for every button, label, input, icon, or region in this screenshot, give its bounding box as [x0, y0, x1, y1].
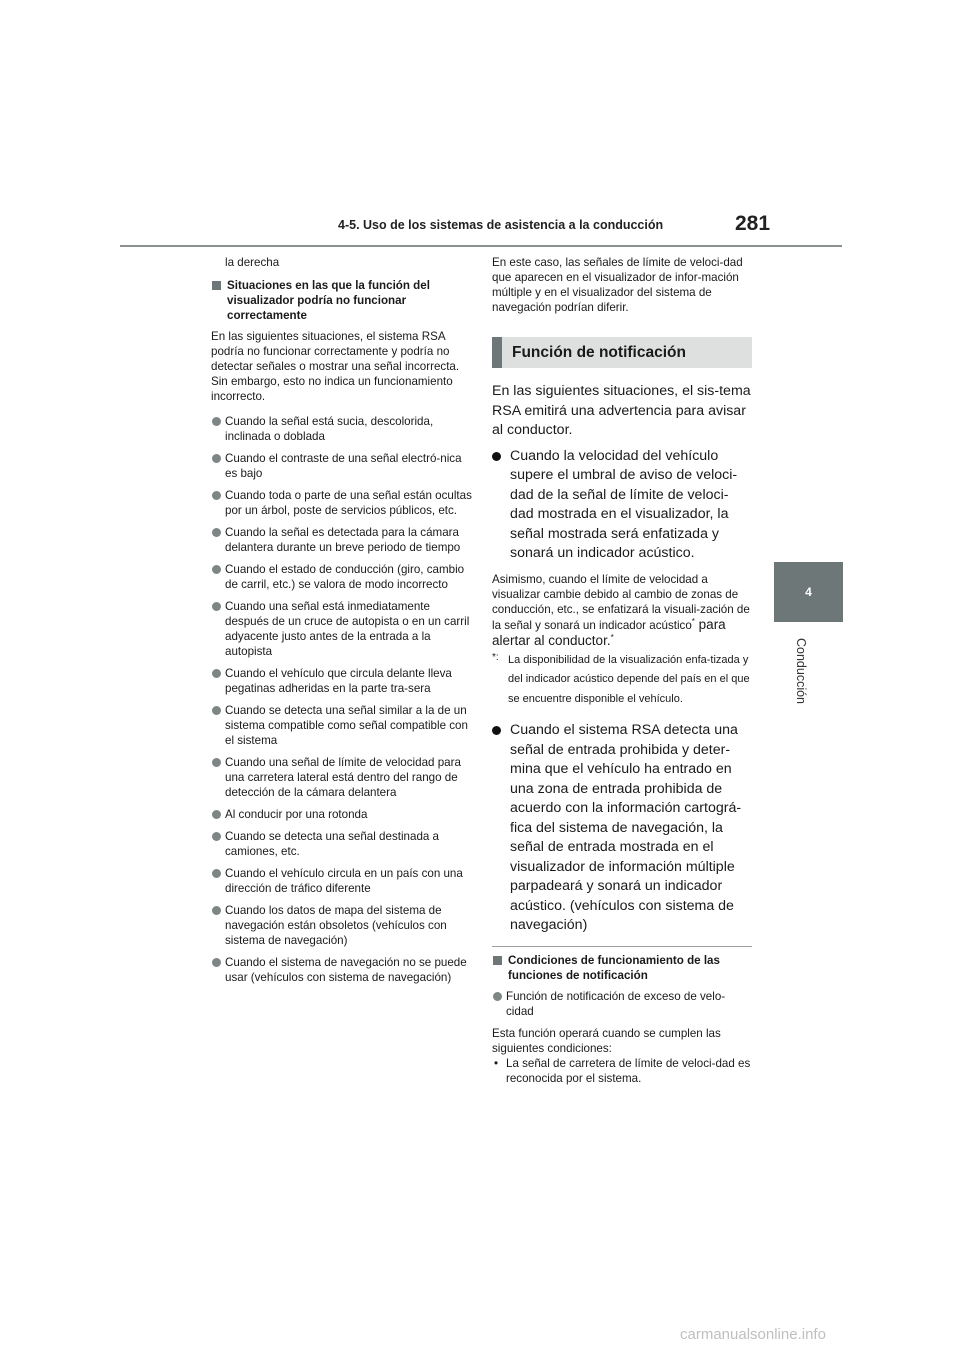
circle-bullet-icon: [212, 958, 221, 967]
conditions-paragraph: Esta función operará cuando se cumplen las siguientes condiciones:: [492, 1026, 721, 1055]
list-item: Cuando la señal está sucia, descolorida, inclinada o doblada: [211, 414, 473, 444]
square-bullet-icon: [493, 956, 502, 965]
circle-bullet-icon: [212, 832, 221, 841]
circle-bullet-icon: [212, 810, 221, 819]
list-item: Cuando la señal es detectada para la cámara delantera durante un breve periodo de tiempo: [211, 525, 473, 555]
watermark: carmanualsonline.info: [680, 1326, 826, 1343]
condition-item: • La señal de carretera de límite de veloci-dad es reconocida por el sistema.: [494, 1056, 751, 1085]
right-column: [492, 255, 752, 1086]
circle-bullet-icon: [212, 417, 221, 426]
list-item: Función de notificación de exceso de velo-cidad: [492, 989, 752, 1019]
list-item: Cuando el sistema RSA detecta una señal de entrada prohibida y deter-mina que el vehículo ha entrado en una zona de entrada prohibida de acuerdo con la información cartográ-fica del sistema de navegación, la señal de entrada mostrada en el visualizador de información múltiple parpadeará y sonará un indicador acústico. (vehículos con sistema de navegación): [492, 721, 752, 936]
footnote-marker: *: [610, 632, 614, 642]
dot-bullet-icon: •: [494, 1056, 499, 1070]
divider: [492, 946, 752, 947]
circle-bullet-icon: [212, 565, 221, 574]
square-bullet-icon: [212, 281, 221, 290]
circle-bullet-icon: [212, 669, 221, 678]
filled-circle-bullet-icon: [492, 452, 501, 461]
running-header-title: 4-5. Uso de los sistemas de asistencia a la conducción: [338, 218, 664, 232]
continued-text: la derecha: [225, 256, 280, 269]
list-item: Cuando la velocidad del vehículo supere el umbral de aviso de veloci-dad de la señal de límite de veloci-dad mostrada en el visualizador, la señal mostrada será enfatizada y sonará un indicador acústico.: [492, 447, 752, 564]
section-banner: Función de notificación: [492, 337, 752, 368]
circle-bullet-icon: [212, 491, 221, 500]
list-item: Cuando el vehículo circula en un país con una dirección de tráfico diferente: [211, 866, 473, 896]
list-item: Cuando una señal de límite de velocidad para una carretera lateral está dentro del rango de detección de la cámara delantera: [211, 755, 473, 800]
circle-bullet-icon: [212, 602, 221, 611]
footnote: *: La disponibilidad de la visualización enfa-tizada y del indicador acústico depende del país en el que se encuentre disponible el vehículo.: [492, 651, 752, 710]
chapter-tab: 4: [774, 562, 843, 622]
section-heading: Situaciones en las que la función del visualizador podría no funcionar correctamente: [211, 278, 473, 323]
circle-bullet-icon: [212, 758, 221, 767]
header-rule: [120, 245, 842, 247]
left-column: [211, 255, 473, 992]
circle-bullet-icon: [493, 992, 502, 1001]
filled-circle-bullet-icon: [492, 726, 501, 735]
circle-bullet-icon: [212, 528, 221, 537]
circle-bullet-icon: [212, 869, 221, 878]
circle-bullet-icon: [212, 454, 221, 463]
footnote-star: *:: [492, 651, 499, 663]
list-item: Cuando el estado de conducción (giro, cambio de carril, etc.) se valora de modo incorrecto: [211, 562, 473, 592]
intro-paragraph: En las siguientes situaciones, el sistema RSA podría no funcionar correctamente y podría no detectar señales o mostrar una señal incorrecta. Sin embargo, esto no indica un funcionamiento incorrecto.: [211, 330, 460, 403]
notification-intro: En las siguientes situaciones, el sis-tema RSA emitirá una advertencia para avisar al conductor.: [492, 383, 751, 438]
list-item: Cuando una señal está inmediatamente después de un cruce de autopista o en un carril adyacente justo antes de la entrada a la autopista: [211, 599, 473, 659]
circle-bullet-icon: [212, 906, 221, 915]
page-number: 281: [735, 212, 771, 235]
footnote-marker: *: [691, 616, 695, 626]
sub-section-heading: Condiciones de funcionamiento de las funciones de notificación: [492, 953, 752, 983]
list-item: Cuando el vehículo que circula delante lleva pegatinas adheridas en la parte tra-sera: [211, 666, 473, 696]
list-item: Cuando se detecta una señal similar a la de un sistema compatible como señal compatible con el sistema: [211, 703, 473, 748]
list-item: Cuando toda o parte de una señal están ocultas por un árbol, poste de servicios públicos, etc.: [211, 488, 473, 518]
list-item: Cuando el sistema de navegación no se puede usar (vehículos con sistema de navegación): [211, 955, 473, 985]
chapter-label: Conducción: [794, 637, 808, 705]
list-item: Cuando los datos de mapa del sistema de navegación están obsoletos (vehículos con sistema de navegación): [211, 903, 473, 948]
bullet-detail: Asimismo, cuando el límite de velocidad a visualizar cambie debido al cambio de zonas de conducción, etc., se enfatizará la visuali-zación de la señal y sonará un indicador acústico* para alertar al conductor.*: [492, 572, 750, 648]
top-paragraph: En este caso, las señales de límite de veloci-dad que aparecen en el visualizador de infor-mación múltiple y en el visualizador del sistema de navegación podrían diferir.: [492, 256, 743, 314]
list-item: Cuando el contraste de una señal electró-nica es bajo: [211, 451, 473, 481]
list-item: Al conducir por una rotonda: [211, 807, 473, 822]
list-item: Cuando se detecta una señal destinada a camiones, etc.: [211, 829, 473, 859]
circle-bullet-icon: [212, 706, 221, 715]
